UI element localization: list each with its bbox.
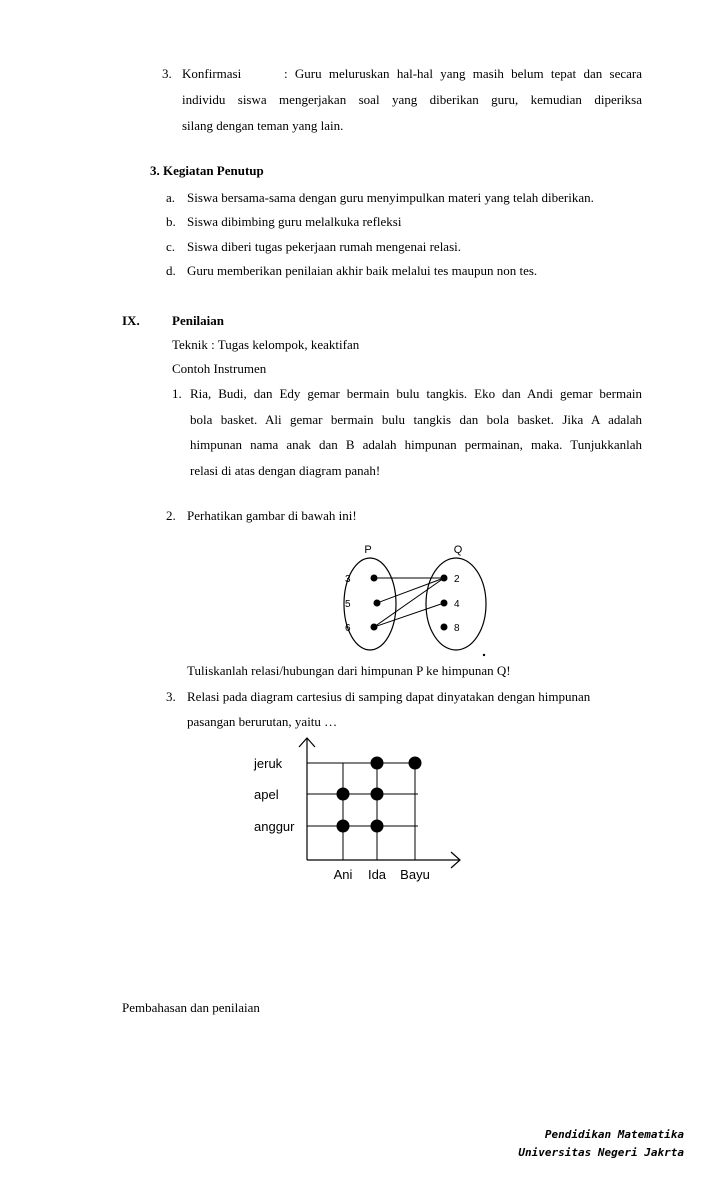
data-point [337, 788, 350, 801]
x-tick-label: Ida [367, 867, 387, 882]
p-element-dot [371, 575, 378, 582]
q-element-label: 2 [454, 574, 460, 585]
penutup-item-text: Siswa diberi tugas pekerjaan rumah mengenai relasi. [187, 239, 461, 254]
question-1-number: 1. [172, 386, 182, 401]
p-element-label: 6 [345, 623, 351, 634]
question-3-line-2: pasangan berurutan, yaitu … [187, 714, 338, 729]
p-element-label: 5 [345, 599, 351, 610]
penutup-item-letter: d. [166, 263, 176, 278]
data-point [337, 820, 350, 833]
y-tick-label: anggur [254, 819, 295, 834]
set-p-label: P [364, 544, 372, 556]
relation-arrow [377, 578, 444, 603]
penutup-item-letter: a. [166, 190, 176, 205]
section-title: Penilaian [172, 313, 225, 328]
question-1-line-2: bola basket. Ali gemar bermain bulu tangkis dan bola basket. Jika A adalah [190, 412, 642, 427]
set-p-ellipse [344, 558, 396, 650]
y-tick-label: jeruk [254, 756, 283, 771]
question-3-number: 3. [166, 689, 176, 704]
arrow-diagram [330, 535, 500, 665]
penutup-heading: 3. Kegiatan Penutup [150, 163, 264, 178]
relation-arrow [374, 578, 444, 627]
x-tick-label: Ani [333, 867, 353, 882]
contoh-instrumen-label: Contoh Instrumen [172, 361, 267, 376]
section-roman-numeral: IX. [122, 313, 140, 328]
x-tick-label: Bayu [400, 867, 430, 882]
p-element-label: 3 [345, 574, 351, 585]
question-1-line-3: himpunan nama anak dan B adalah himpunan permainan, maka. Tunjukkanlah [190, 437, 642, 452]
konfirmasi-line-1: : Guru meluruskan hal-hal yang masih belum tepat dan secara [284, 66, 642, 81]
footer-university: Universitas Negeri Jakrta [518, 1146, 684, 1159]
konfirmasi-line-2: individu siswa mengerjakan soal yang diberikan guru, kemudian diperiksa [182, 92, 642, 107]
p-element-dot [374, 600, 381, 607]
data-point [371, 788, 384, 801]
teknik-text: Teknik : Tugas kelompok, keaktifan [172, 337, 360, 352]
y-tick-label: apel [254, 787, 279, 802]
penutup-item-text: Siswa dibimbing guru melalkuka refleksi [187, 214, 402, 229]
cartesian-chart [240, 730, 480, 890]
question-2-instruction: Tuliskanlah relasi/hubungan dari himpunan P ke himpunan Q! [187, 663, 511, 678]
set-q-label: Q [453, 544, 463, 556]
footer-department: Pendidikan Matematika [544, 1128, 684, 1141]
question-1-line-1: Ria, Budi, dan Edy gemar bermain bulu tangkis. Eko dan Andi gemar bermain [190, 386, 642, 401]
relation-arrow [374, 603, 444, 627]
penutup-item-letter: b. [166, 214, 176, 229]
question-1-line-4: relasi di atas dengan diagram panah! [190, 463, 381, 478]
p-element-dot [371, 624, 378, 631]
question-2-number: 2. [166, 508, 176, 523]
data-point [371, 820, 384, 833]
q-element-dot [441, 575, 448, 582]
q-element-dot [441, 624, 448, 631]
q-element-label: 4 [454, 599, 460, 610]
penutup-item-letter: c. [166, 239, 176, 254]
penutup-item-text: Siswa bersama-sama dengan guru menyimpulkan materi yang telah diberikan. [187, 190, 594, 205]
q-element-label: 8 [454, 623, 460, 634]
konfirmasi-line-3: silang dengan teman yang lain. [182, 118, 344, 133]
question-3-line-1: Relasi pada diagram cartesius di samping dapat dinyatakan dengan himpunan [187, 689, 591, 704]
stray-dot [483, 654, 485, 656]
q-element-dot [441, 600, 448, 607]
konfirmasi-number: 3. [162, 66, 172, 81]
data-point [371, 757, 384, 770]
data-point [409, 757, 422, 770]
penutup-item-text: Guru memberikan penilaian akhir baik melalui tes maupun non tes. [187, 263, 538, 278]
closing-text: Pembahasan dan penilaian [122, 1000, 260, 1015]
konfirmasi-label: Konfirmasi [182, 66, 242, 81]
question-2-text: Perhatikan gambar di bawah ini! [187, 508, 357, 523]
